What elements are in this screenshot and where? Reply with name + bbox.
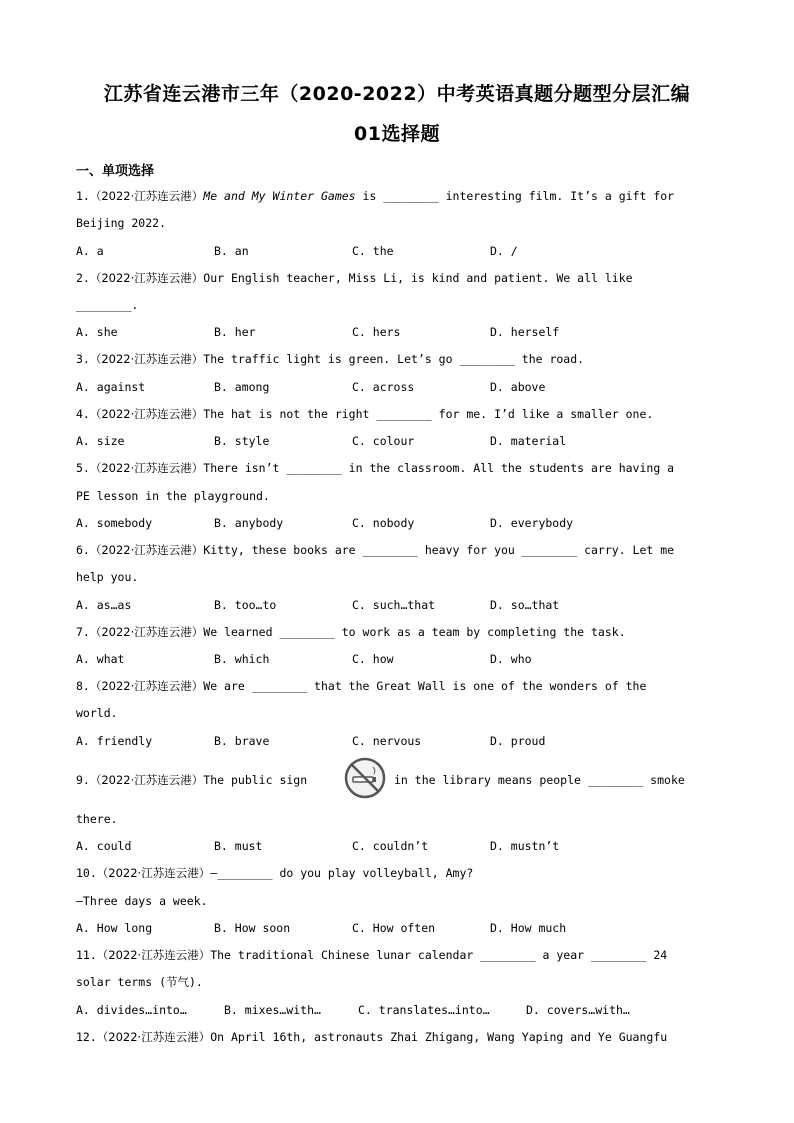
option-b: B. anybody [214,516,284,530]
question-5-line-1 [76,460,674,476]
question-source: （2022·江苏连云港） [89,271,204,285]
question-7-line-1 [76,624,626,640]
no-smoking-sign-icon [344,757,386,799]
question-text: There isn’t ________ in the classroom. All the students are having a [203,461,675,475]
option-a: A. she [76,325,118,339]
question-source: （2022·江苏连云港） [96,866,211,880]
option-d: D. material [490,434,567,448]
question-number: 10. [76,866,97,880]
question-number: 6. [76,543,90,557]
question-source: （2022·江苏连云港） [96,948,211,962]
question-number: 3. [76,352,90,366]
option-c: C. couldn’t [352,839,429,853]
question-source: （2022·江苏连云港） [89,461,204,475]
option-d: D. proud [490,734,546,748]
option-d: D. mustn’t [490,839,560,853]
question-12-line-1 [76,1029,667,1045]
option-c: C. across [352,380,415,394]
option-b: B. among [214,380,270,394]
question-source: （2022·江苏连云港） [89,352,204,366]
option-c: C. hers [352,325,401,339]
option-a: A. a [76,244,104,258]
option-c: C. nervous [352,734,422,748]
option-d: D. so…that [490,598,560,612]
option-b: B. style [214,434,270,448]
option-b: B. brave [214,734,270,748]
question-8-options [76,733,776,749]
question-number: 11. [76,948,97,962]
option-d: D. above [490,380,546,394]
question-2-options [76,324,776,340]
option-a: A. what [76,652,125,666]
document-title: 江苏省连云港市三年（2020-2022）中考英语真题分题型分层汇编 [103,83,691,105]
option-c: C. such…that [352,598,436,612]
option-d: D. who [490,652,532,666]
question-text: The public sign [203,773,308,787]
question-10-line-2: —Three days a week. [76,894,208,908]
question-text: The traffic light is green. Let’s go ________ the road. [203,352,585,366]
question-4-line-1 [76,406,653,422]
option-a: A. against [76,380,146,394]
option-d: D. herself [490,325,560,339]
option-d: D. How much [490,921,567,935]
question-text: Our English teacher, Miss Li, is kind and patient. We all like [203,271,633,285]
question-number: 1. [76,189,90,203]
question-number: 9. [76,773,90,787]
question-text: Kitty, these books are ________ heavy for you ________ carry. Let me [203,543,675,557]
option-b: B. an [214,244,249,258]
option-d: D. / [490,244,518,258]
option-c: C. the [352,244,394,258]
question-3-line-1 [76,351,584,367]
question-9-line-1-continued: in the library means people ________ smoke [394,773,685,787]
question-4-options [76,433,776,449]
question-7-options [76,651,776,667]
option-c: C. nobody [352,516,415,530]
question-text: We are ________ that the Great Wall is one of the wonders of the [203,679,647,693]
option-b: B. her [214,325,256,339]
question-number: 7. [76,625,90,639]
question-text: The hat is not the right ________ for me. I’d like a smaller one. [203,407,654,421]
option-b: B. How soon [214,921,291,935]
question-9-line-2: there. [76,812,118,826]
question-11-line-1 [76,947,667,963]
option-a: A. somebody [76,516,153,530]
question-text-italic: Me and My Winter Games [203,189,356,203]
question-5-line-2: PE lesson in the playground. [76,489,270,503]
question-2-line-2: ________. [76,298,139,312]
option-c: C. colour [352,434,415,448]
option-c: C. translates…into… [358,1003,490,1017]
question-source: （2022·江苏连云港） [89,773,204,787]
option-b: B. must [214,839,263,853]
option-c: C. How often [352,921,436,935]
question-11-options [76,1002,776,1018]
question-9-line-1 [76,772,307,788]
question-number: 8. [76,679,90,693]
question-3-options [76,379,776,395]
question-9-options [76,838,776,854]
question-number: 5. [76,461,90,475]
question-source: （2022·江苏连云港） [89,679,204,693]
question-number: 12. [76,1030,97,1044]
question-number: 2. [76,271,90,285]
option-a: A. could [76,839,132,853]
question-source: （2022·江苏连云港） [96,1030,211,1044]
option-b: B. which [214,652,270,666]
option-c: C. how [352,652,394,666]
question-source: （2022·江苏连云港） [89,543,204,557]
option-b: B. too…to [214,598,277,612]
question-6-line-2: help you. [76,570,139,584]
question-source: （2022·江苏连云港） [89,625,204,639]
question-text: We learned ________ to work as a team by completing the task. [203,625,626,639]
question-6-line-1 [76,542,674,558]
question-5-options [76,515,776,531]
option-a: A. friendly [76,734,153,748]
document-subtitle: 01选择题 [354,123,440,145]
section-heading: 一、单项选择 [76,164,155,179]
question-6-options [76,597,776,613]
question-8-line-1 [76,678,646,694]
question-10-options [76,920,776,936]
question-source: （2022·江苏连云港） [89,407,204,421]
question-text: On April 16th, astronauts Zhai Zhigang, Wang Yaping and Ye Guangfu [210,1030,668,1044]
question-source: （2022·江苏连云港） [89,189,204,203]
question-8-line-2: world. [76,706,118,720]
option-d: D. covers…with… [526,1003,630,1017]
question-text: is ________ interesting film. It’s a gift for [355,189,675,203]
option-a: A. size [76,434,125,448]
question-11-line-2: solar terms (节气). [76,975,203,989]
question-1-options [76,243,776,259]
option-a: A. as…as [76,598,132,612]
question-number: 4. [76,407,90,421]
option-a: A. divides…into… [76,1003,187,1017]
option-d: D. everybody [490,516,574,530]
option-b: B. mixes…with… [224,1003,321,1017]
question-2-line-1 [76,270,633,286]
question-1-line-1 [76,188,674,204]
question-text: —________ do you play volleyball, Amy? [210,866,474,880]
question-1-line-2: Beijing 2022. [76,216,167,230]
question-text: The traditional Chinese lunar calendar ________ a year ________ 24 [210,948,668,962]
option-a: A. How long [76,921,153,935]
question-10-line-1 [76,865,473,881]
